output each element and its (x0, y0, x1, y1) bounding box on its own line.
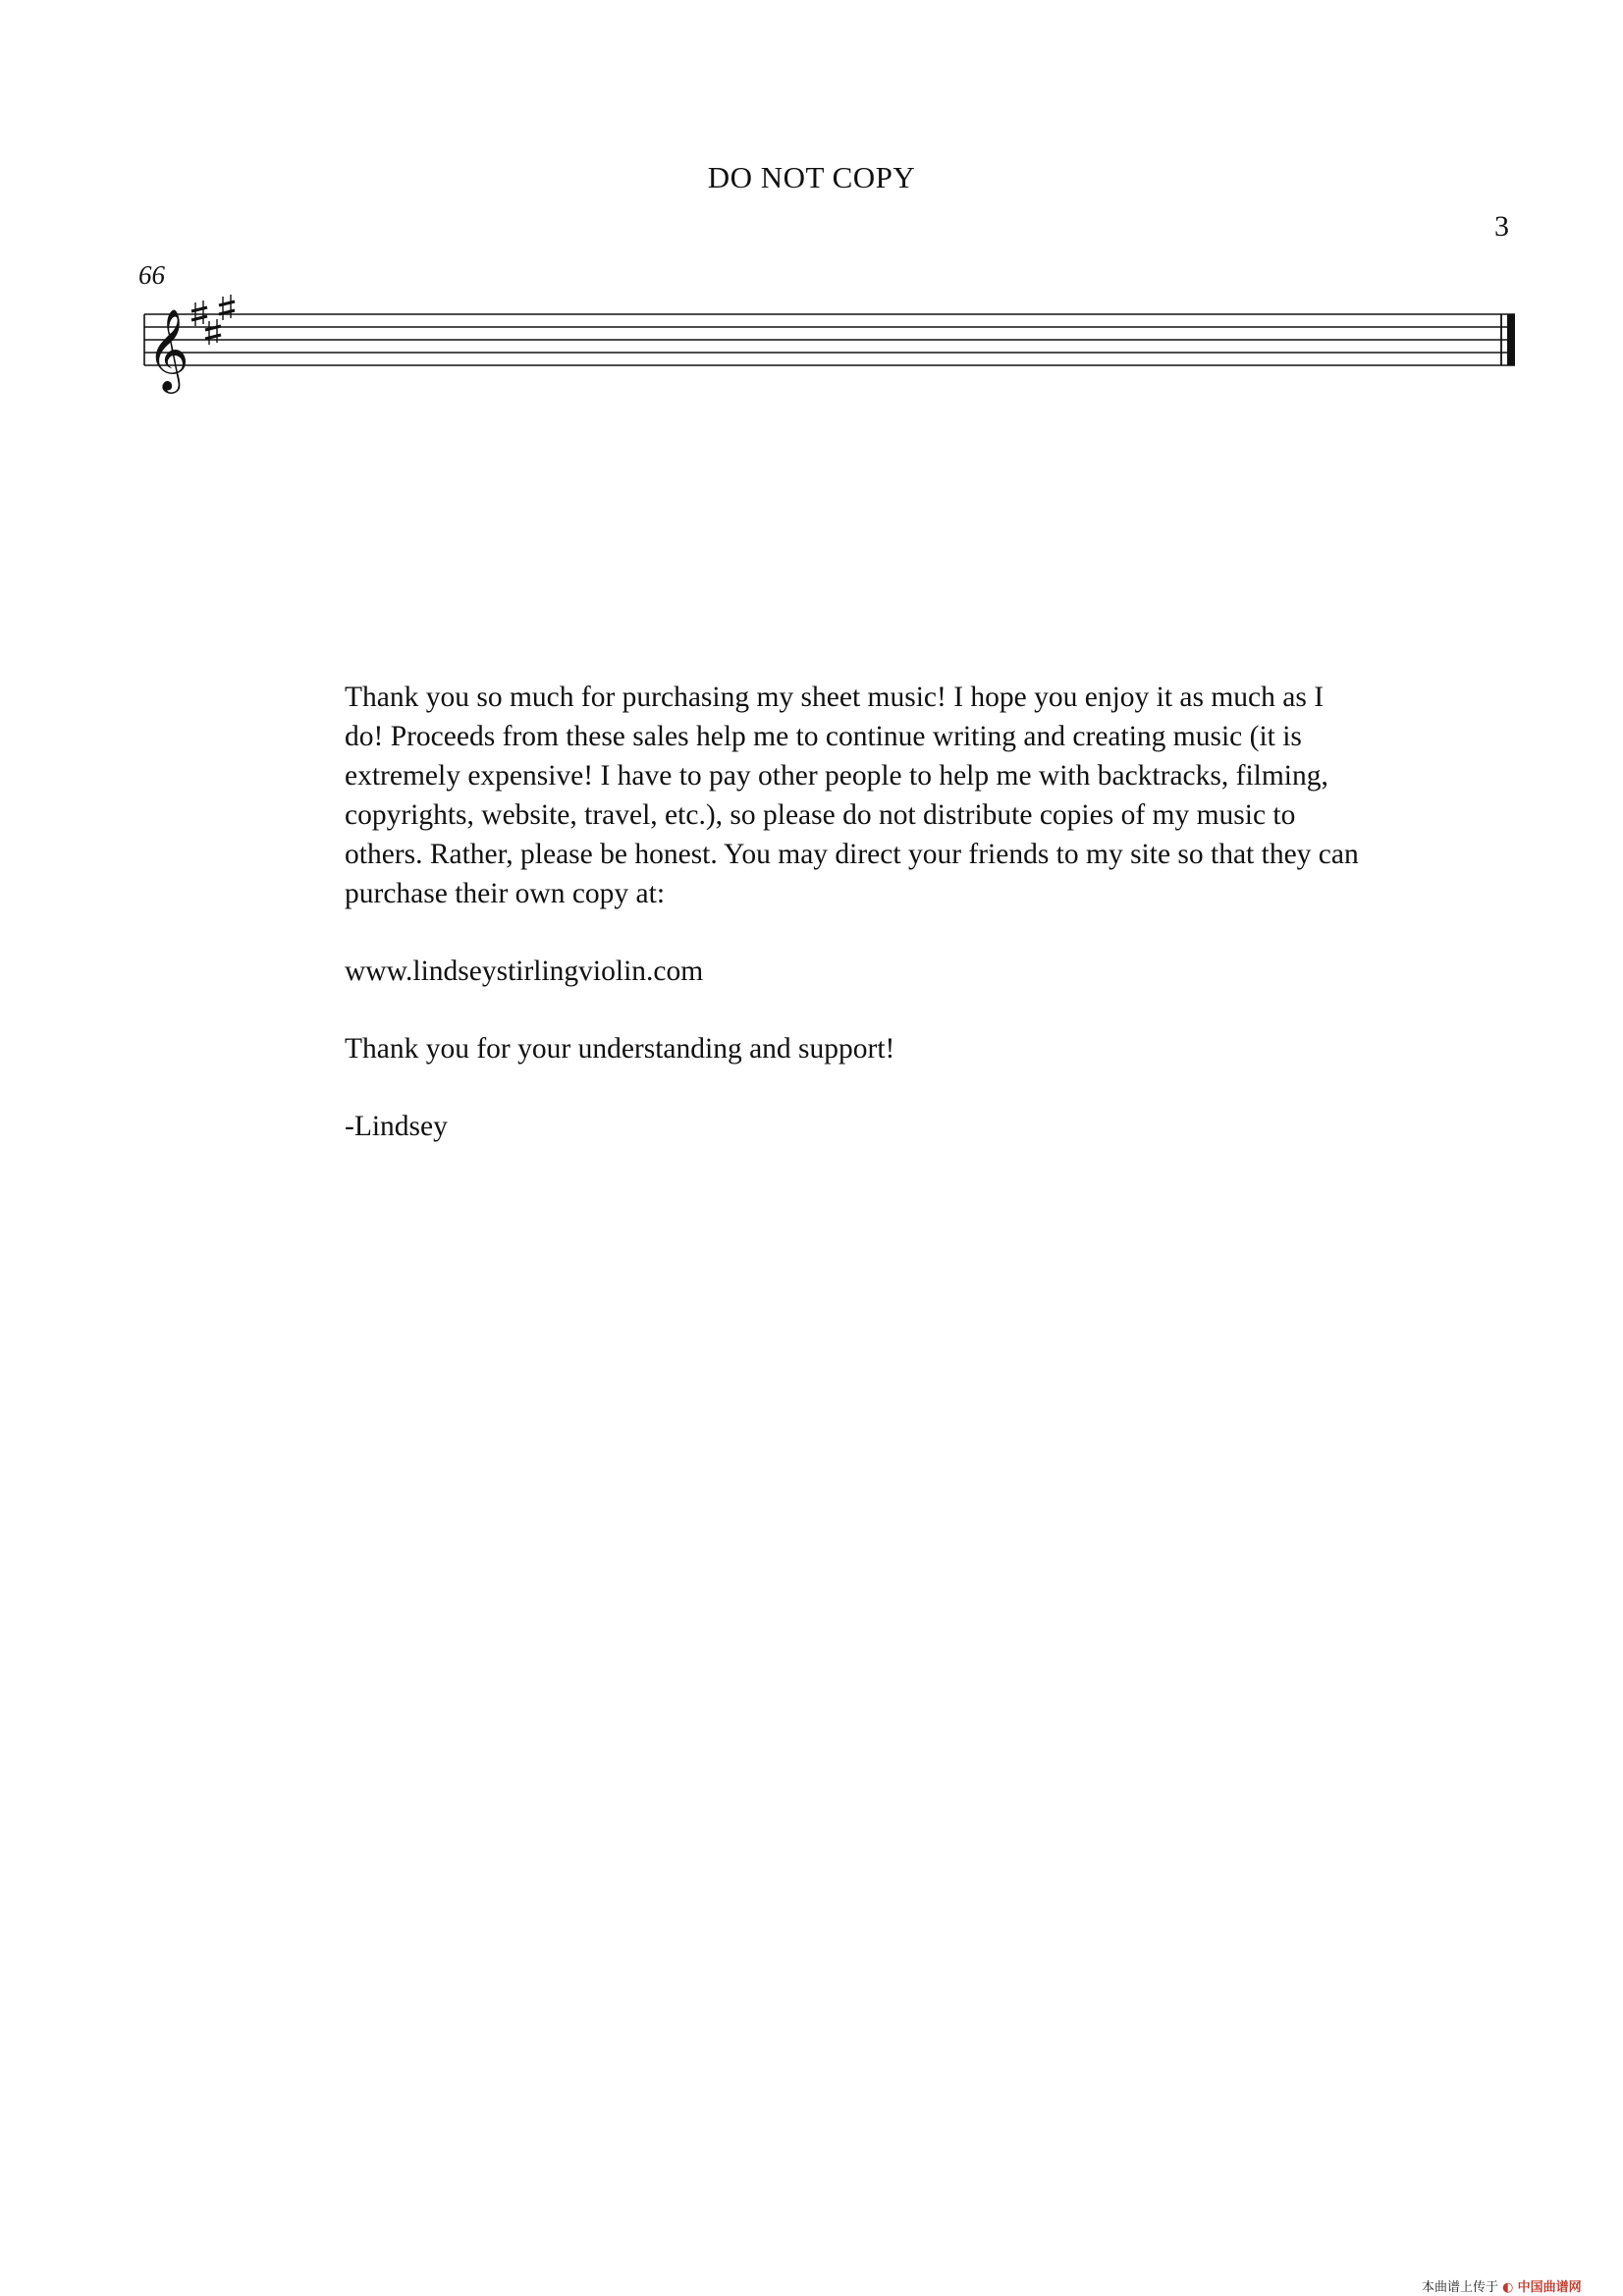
watermark-logo-icon: ◐ (1502, 2280, 1514, 2295)
sharp-f-icon (191, 301, 207, 326)
key-signature (191, 295, 235, 345)
staff-lines (144, 314, 1515, 365)
measure-number: 66 (138, 260, 165, 290)
treble-clef-icon: 𝄞 (147, 307, 189, 390)
sharp-c-icon (205, 319, 221, 345)
signature: -Lindsey (345, 1111, 448, 1142)
music-staff (0, 0, 1623, 412)
page-number: 3 (1494, 210, 1509, 243)
footer-watermark (1422, 2276, 1582, 2295)
watermark-text: 本曲谱上传于 (1422, 2280, 1499, 2295)
thanks-line: Thank you for your understanding and support! (345, 1033, 895, 1065)
watermark-brand: 中国曲谱网 (1517, 2280, 1582, 2295)
website-url: www.lindseystirlingviolin.com (345, 956, 704, 987)
sharp-g-icon (219, 295, 235, 320)
letter-body (345, 678, 1366, 1184)
page-title: DO NOT COPY (707, 160, 916, 194)
letter-paragraph: Thank you so much for purchasing my sheet music! I hope you enjoy it as much as I do! Proceeds from these sales help me to continue writing and creating music (it is extremely expensive! I have to pay other people to help me with backtracks, filming, copyrights, website, travel, etc.), so please do not distribute copies of my music to others. Rather, please be honest. You may direct your friends to my site so that they can purchase their own copy at: (345, 682, 1359, 909)
